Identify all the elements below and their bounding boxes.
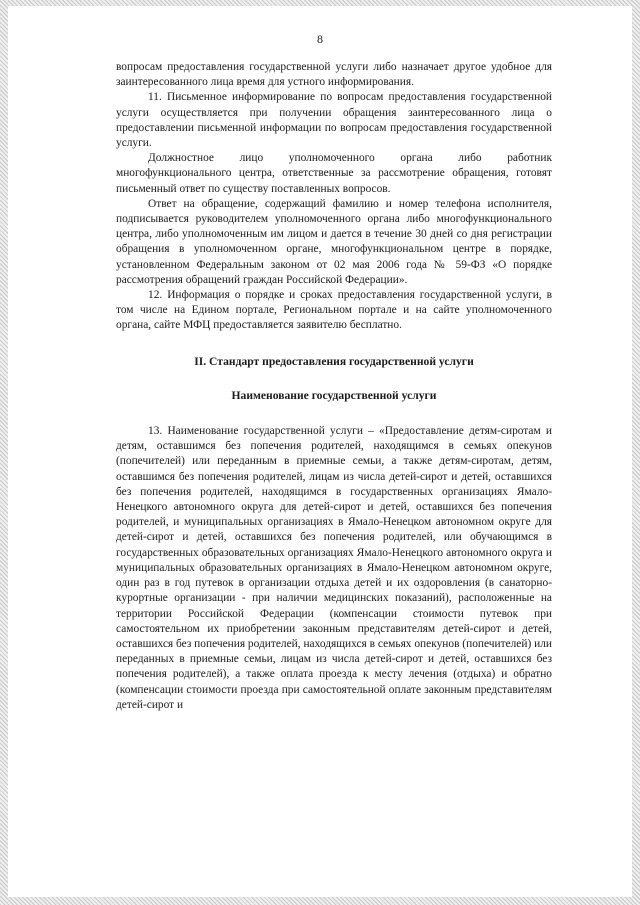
section-heading: II. Стандарт предоставления государственной услуги bbox=[194, 354, 474, 368]
page-number: 8 bbox=[317, 32, 323, 46]
paragraph-continuation: вопросам предоставления государственной услуги либо назначает другое удобное для заинтересованного лица время для устного информирования. bbox=[116, 61, 552, 89]
paragraph-official-response: Должностное лицо уполномоченного органа либо работник многофункционального центра, ответственные за рассмотрение обращения, готовят письменный ответ по существу поставленных вопросов. bbox=[116, 152, 552, 195]
scan-edge-top bbox=[0, 0, 640, 6]
document-body bbox=[116, 60, 552, 713]
paragraph-12: 12. Информация о порядке и сроках предоставления государственной услуги, в том числе на Едином портале, Региональном портале и на сайте уполномоченного органа, сайте МФЦ предоставляется заявителю бесплатно. bbox=[116, 289, 552, 332]
paragraph-13: 13. Наименование государственной услуги – «Предоставление детям-сиротам и детям, оставшимся без попечения родителей, находящимся в семьях опекунов (попечителей) или переданным в приемные семьи, а также детям-сиротам, детям, оставшимся без попечения родителей, лицам из числа детей-сирот и детей, оставшихся без попечения родителей, находящимся в государственных организациях Ямало-Ненецкого автономного округа для детей-сирот и детей, оставшихся без попечения родителей, и муниципальных организациях в Ямало-Ненецком автономном округе для детей-сирот и детей, оставшихся без попечения родителей, или обучающимся в государственных образовательных организациях Ямало-Ненецкого автономного округа и муниципальных образовательных организациях в Ямало-Ненецком автономном округе, один раз в год путевок в организации отдыха детей и их оздоровления (в санаторно-курортные организации - при наличии медицинских показаний), расположенные на территории Российской Федерации (компенсации стоимости путевок при самостоятельном их приобретении законным представителям детей-сирот и детей, оставшихся без попечения родителей, находящихся в семьях опекунов (попечителей) или переданных в приемные семьи, лицам из числа детей-сирот и детей, оставшихся без попечения родителей), а также оплата проезда к месту лечения (отдыха) и обратно (компенсации стоимости проезда при самостоятельной оплате законным представителям детей-сирот и bbox=[116, 425, 552, 711]
subsection-heading: Наименование государственной услуги bbox=[231, 388, 437, 402]
scan-edge-left bbox=[0, 0, 8, 905]
paragraph-response-signing: Ответ на обращение, содержащий фамилию и номер телефона исполнителя, подписывается руководителем уполномоченного органа либо многофункционального центра, либо уполномоченным им лицом и дается в течение 30 дней со дня регистрации обращения в уполномоченном органе, многофункциональном центре в порядке, установленном Федеральным законом от 02 мая 2006 года № 59-ФЗ «О порядке рассмотрения обращений граждан Российской Федерации». bbox=[116, 197, 552, 286]
scan-edge-right bbox=[632, 0, 640, 905]
paragraph-11: 11. Письменное информирование по вопросам предоставления государственной услуги осуществляется при получении обращения заинтересованного лица о предоставлении письменной информации по вопросам предоставления государственной услуги. bbox=[116, 91, 552, 150]
scan-edge-bottom bbox=[0, 897, 640, 905]
